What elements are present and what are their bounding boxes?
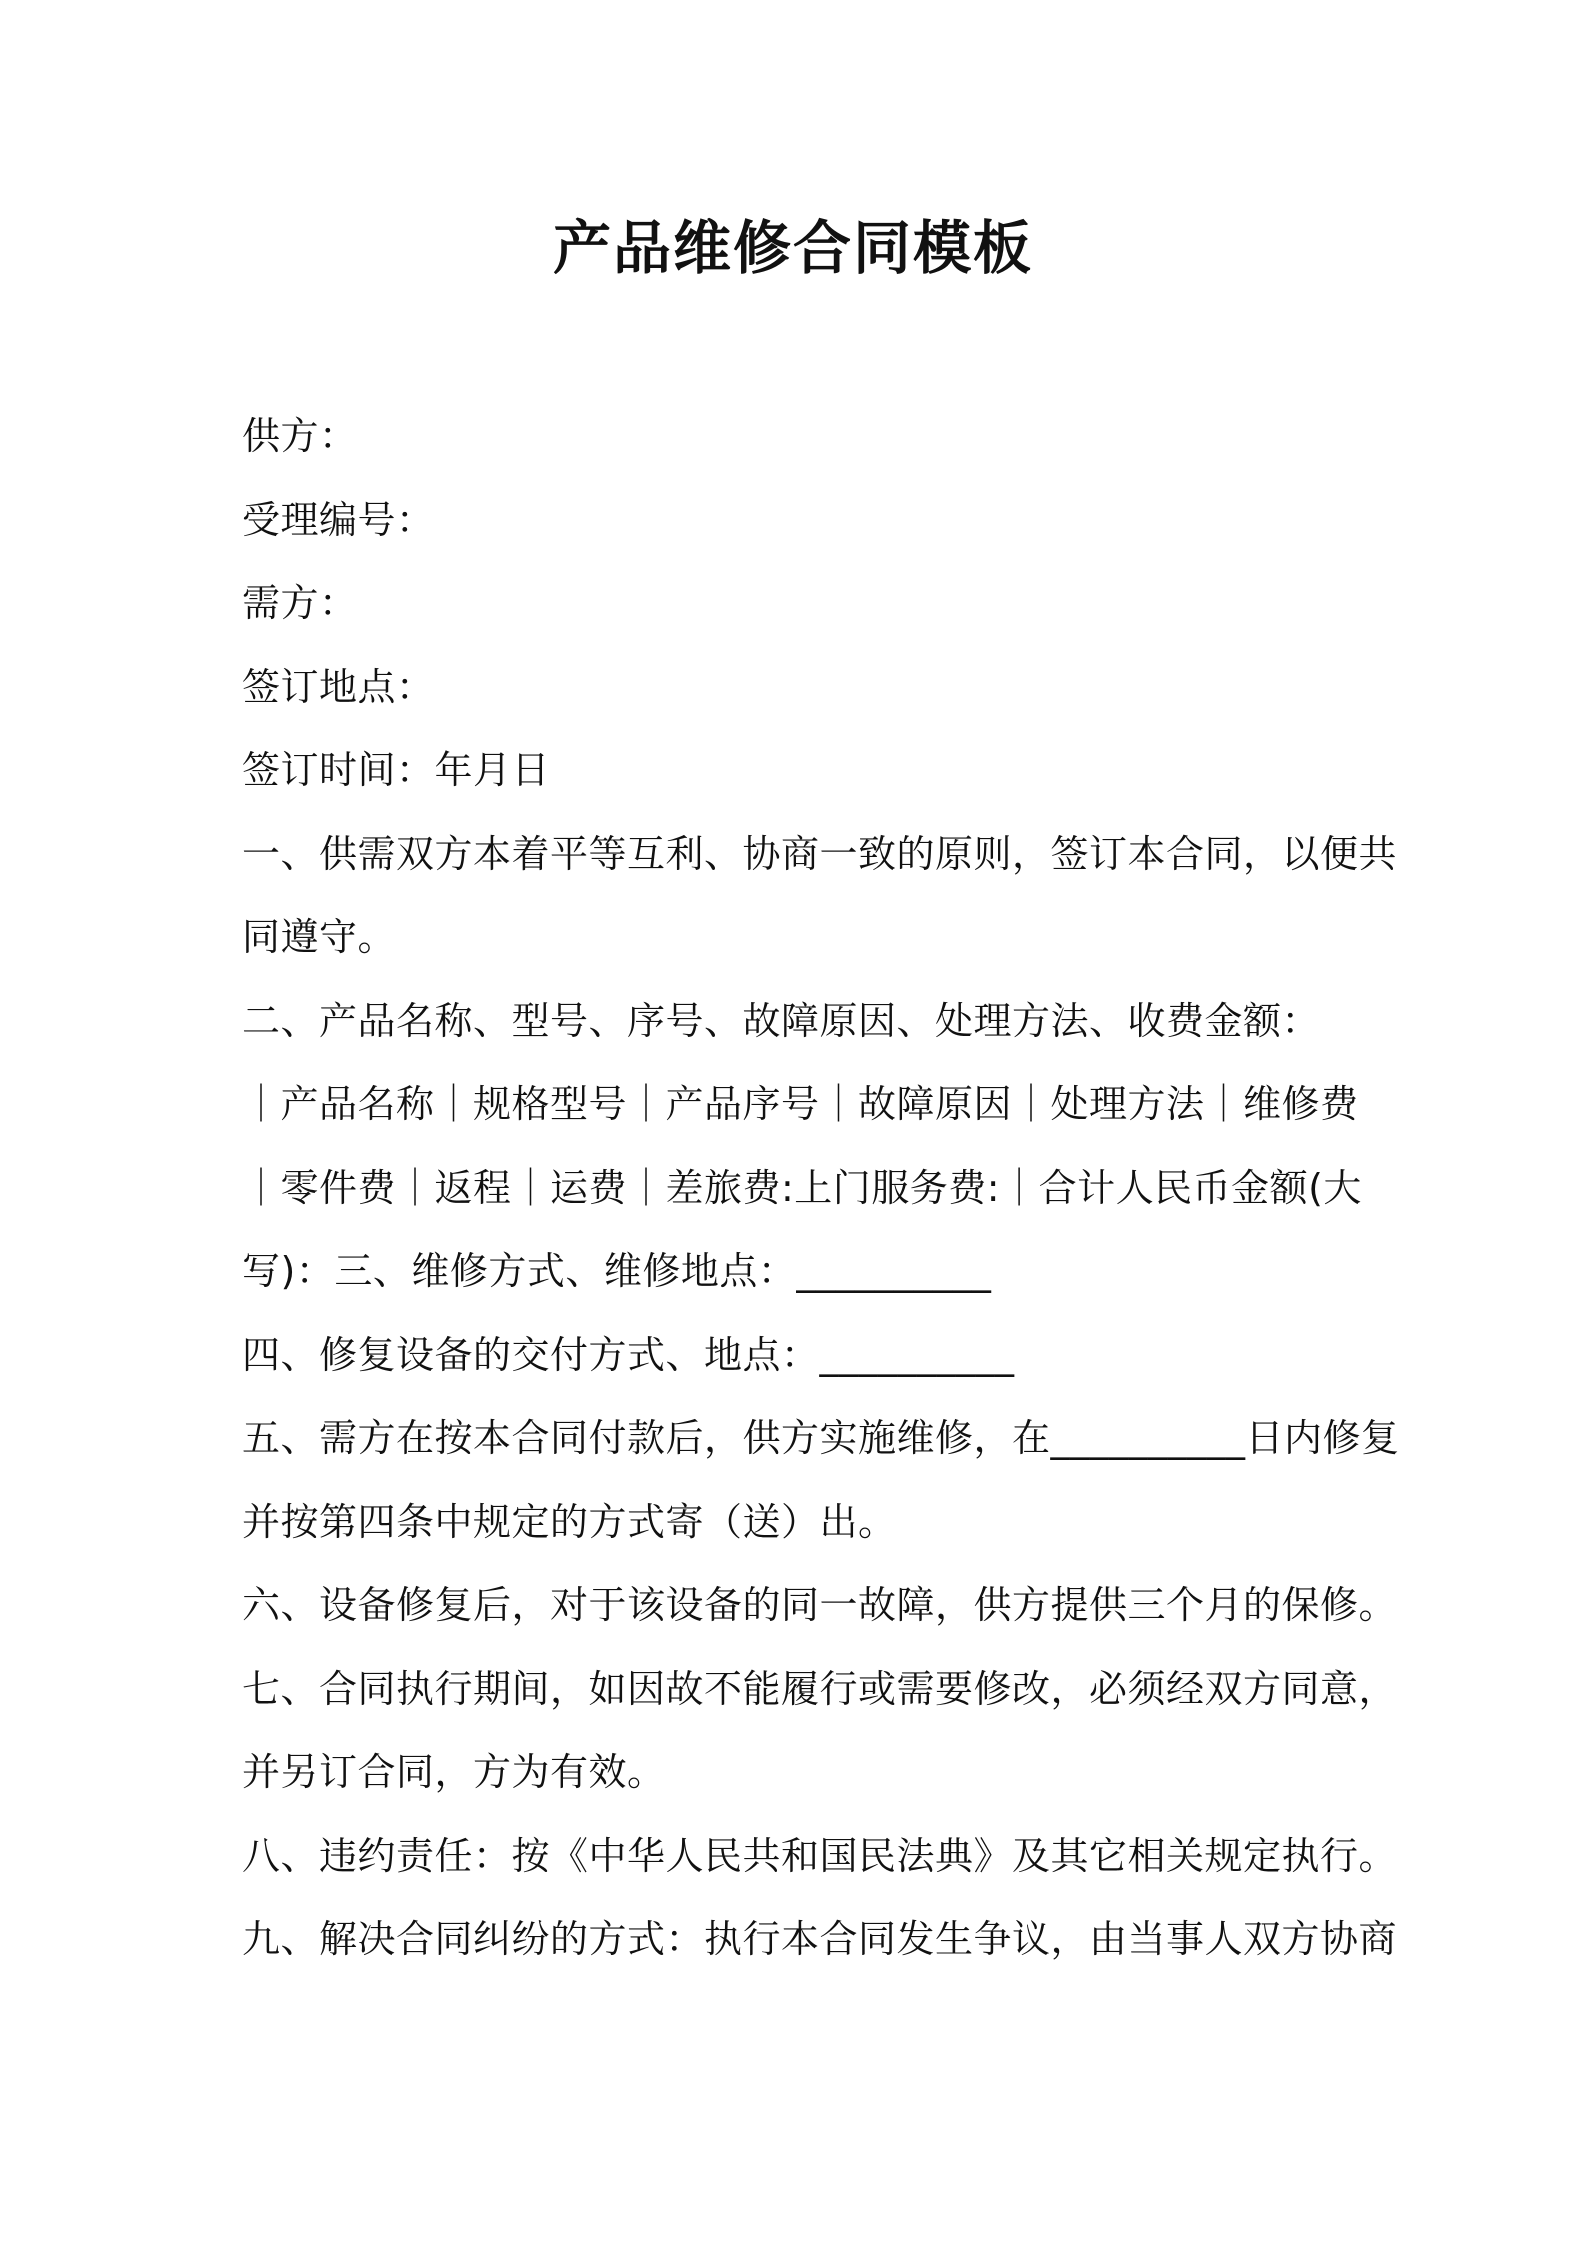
buyer-line: 需方： — [242, 581, 358, 625]
clause-8-line: 八、违约责任：按《中华人民共和国民法典》及其它相关规定执行。 — [242, 1833, 1398, 1878]
clause-2-table-line-2: ｜零件费｜返程｜运费｜差旅费:上门服务费:｜合计人民币金额(大 — [242, 1165, 1362, 1210]
clause-5-line-2: 并按第四条中规定的方式寄（送）出。 — [242, 1499, 897, 1544]
clause-3-line: 写)：三、维修方式、维修地点：__________ — [242, 1249, 992, 1293]
clause-1-line-2: 同遵守。 — [242, 915, 397, 959]
supplier-line: 供方： — [242, 414, 358, 458]
document-body — [242, 395, 1400, 1982]
document-title: 产品维修合同模板 — [552, 214, 1033, 282]
clause-6-line: 六、设备修复后，对于该设备的同一故障，供方提供三个月的保修。 — [242, 1583, 1398, 1627]
signing-date-line: 签订时间：年月日 — [242, 748, 551, 792]
acceptance-number-line: 受理编号： — [242, 497, 435, 542]
clause-5-line-1: 五、需方在按本合同付款后，供方实施维修，在__________日内修复 — [242, 1416, 1400, 1460]
clause-1-line-1: 一、供需双方本着平等互利、协商一致的原则，签订本合同，以便共 — [242, 831, 1398, 876]
clause-7-line-1: 七、合同执行期间，如因故不能履行或需要修改，必须经双方同意， — [242, 1666, 1398, 1711]
clause-4-line: 四、修复设备的交付方式、地点：__________ — [242, 1332, 1015, 1377]
clause-2-table-line-1: ｜产品名称｜规格型号｜产品序号｜故障原因｜处理方法｜维修费 — [242, 1082, 1359, 1126]
clause-7-line-2: 并另订合同，方为有效。 — [242, 1750, 666, 1794]
clause-2-line-1: 二、产品名称、型号、序号、故障原因、处理方法、收费金额： — [242, 998, 1321, 1043]
clause-9-line-1: 九、解决合同纠纷的方式：执行本合同发生争议，由当事人双方协商 — [242, 1917, 1398, 1961]
signing-place-line: 签订地点： — [242, 664, 435, 709]
